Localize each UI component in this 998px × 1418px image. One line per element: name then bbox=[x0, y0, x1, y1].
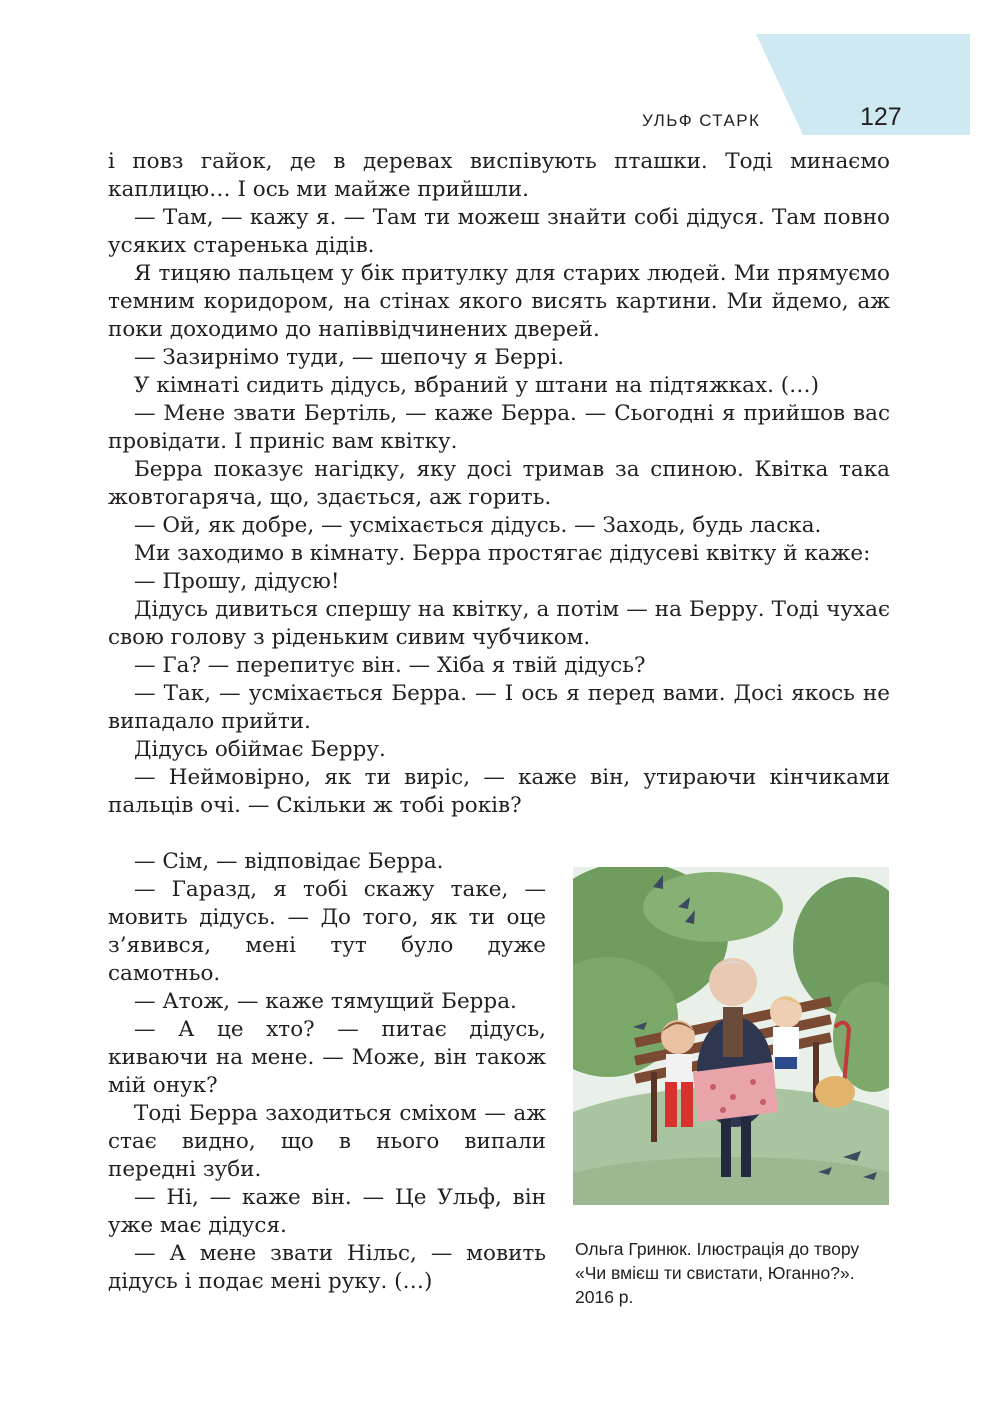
paragraph: — Прошу, дідусю! bbox=[134, 569, 340, 594]
paragraph: і повз гайок, де в деревах виспівують пташки. Тоді минаємо каплицю… І ось ми майже прийшли. bbox=[108, 149, 890, 202]
paragraph: — Гаразд, я тобі скажу таке, — мовить дідусь. — До того, як ти оце з’явився, мені тут було дуже самотньо. bbox=[108, 877, 546, 986]
paragraph: Дідусь обіймає Берру. bbox=[134, 737, 386, 762]
paragraph: Дідусь дивиться спершу на квітку, а потім — на Берру. Тоді чухає свою голову з ріденьким сивим чубчиком. bbox=[108, 597, 890, 650]
paragraph: — А мене звати Нільс, — мовить дідусь і подає мені руку. (…) bbox=[108, 1241, 546, 1294]
paragraph: — А це хто? — питає дідусь, киваючи на мене. — Може, він також мій онук? bbox=[108, 1017, 546, 1098]
paragraph: — Неймовірно, як ти виріс, — каже він, утираючи кінчиками пальців очі. — Скільки ж тобі років? bbox=[108, 765, 890, 818]
paragraph: — Сім, — відповідає Берра. bbox=[134, 849, 444, 874]
paragraph: У кімнаті сидить дідусь, вбраний у штани на підтяжках. (…) bbox=[134, 373, 820, 398]
paragraph: Ми заходимо в кімнату. Берра простягає дідусеві квітку й каже: bbox=[134, 541, 871, 566]
figure-caption: Ольга Гринюк. Ілюстрація до твору «Чи вмієш ти свистати, Юганно?». 2016 р. bbox=[575, 1239, 860, 1307]
paragraph: — Так, — усміхається Берра. — І ось я перед вами. Досі якось не випадало прийти. bbox=[108, 681, 890, 734]
page-number: 127 bbox=[860, 103, 902, 131]
body-text-full-width bbox=[108, 148, 890, 820]
paragraph: — Зазирнімо туди, — шепочу я Беррі. bbox=[134, 345, 565, 370]
paragraph: — Га? — перепитує він. — Хіба я твій дідусь? bbox=[134, 653, 646, 678]
paragraph: Берра показує нагідку, яку досі тримав за спиною. Квітка така жовтогаряча, що, здається, аж горить. bbox=[108, 457, 890, 510]
body-text-column bbox=[108, 848, 546, 1296]
paragraph: — Атож, — каже тямущий Берра. bbox=[134, 989, 517, 1014]
paragraph: — Мене звати Бертіль, — каже Берра. — Сьогодні я прийшов вас провідати. І приніс вам квітку. bbox=[108, 401, 890, 454]
paragraph: Я тицяю пальцем у бік притулку для старих людей. Ми прямуємо темним коридором, на стінах якого висять картини. Ми йдемо, аж поки доходимо до напіввідчинених дверей. bbox=[108, 261, 890, 342]
paragraph: — Ой, як добре, — усміхається дідусь. — Заходь, будь ласка. bbox=[134, 513, 822, 538]
illustration-svg bbox=[573, 867, 889, 1205]
paragraph: — Там, — кажу я. — Там ти можеш знайти собі дідуся. Там повно усяких старенька дідів. bbox=[108, 205, 890, 258]
paragraph: — Ні, — каже він. — Це Ульф, він уже має дідуся. bbox=[108, 1185, 546, 1238]
running-head: УЛЬФ СТАРК bbox=[642, 111, 761, 130]
paragraph: Тоді Берра заходиться сміхом — аж стає видно, що в нього випали передні зуби. bbox=[108, 1101, 546, 1182]
illustration-bench-scene bbox=[573, 867, 889, 1205]
